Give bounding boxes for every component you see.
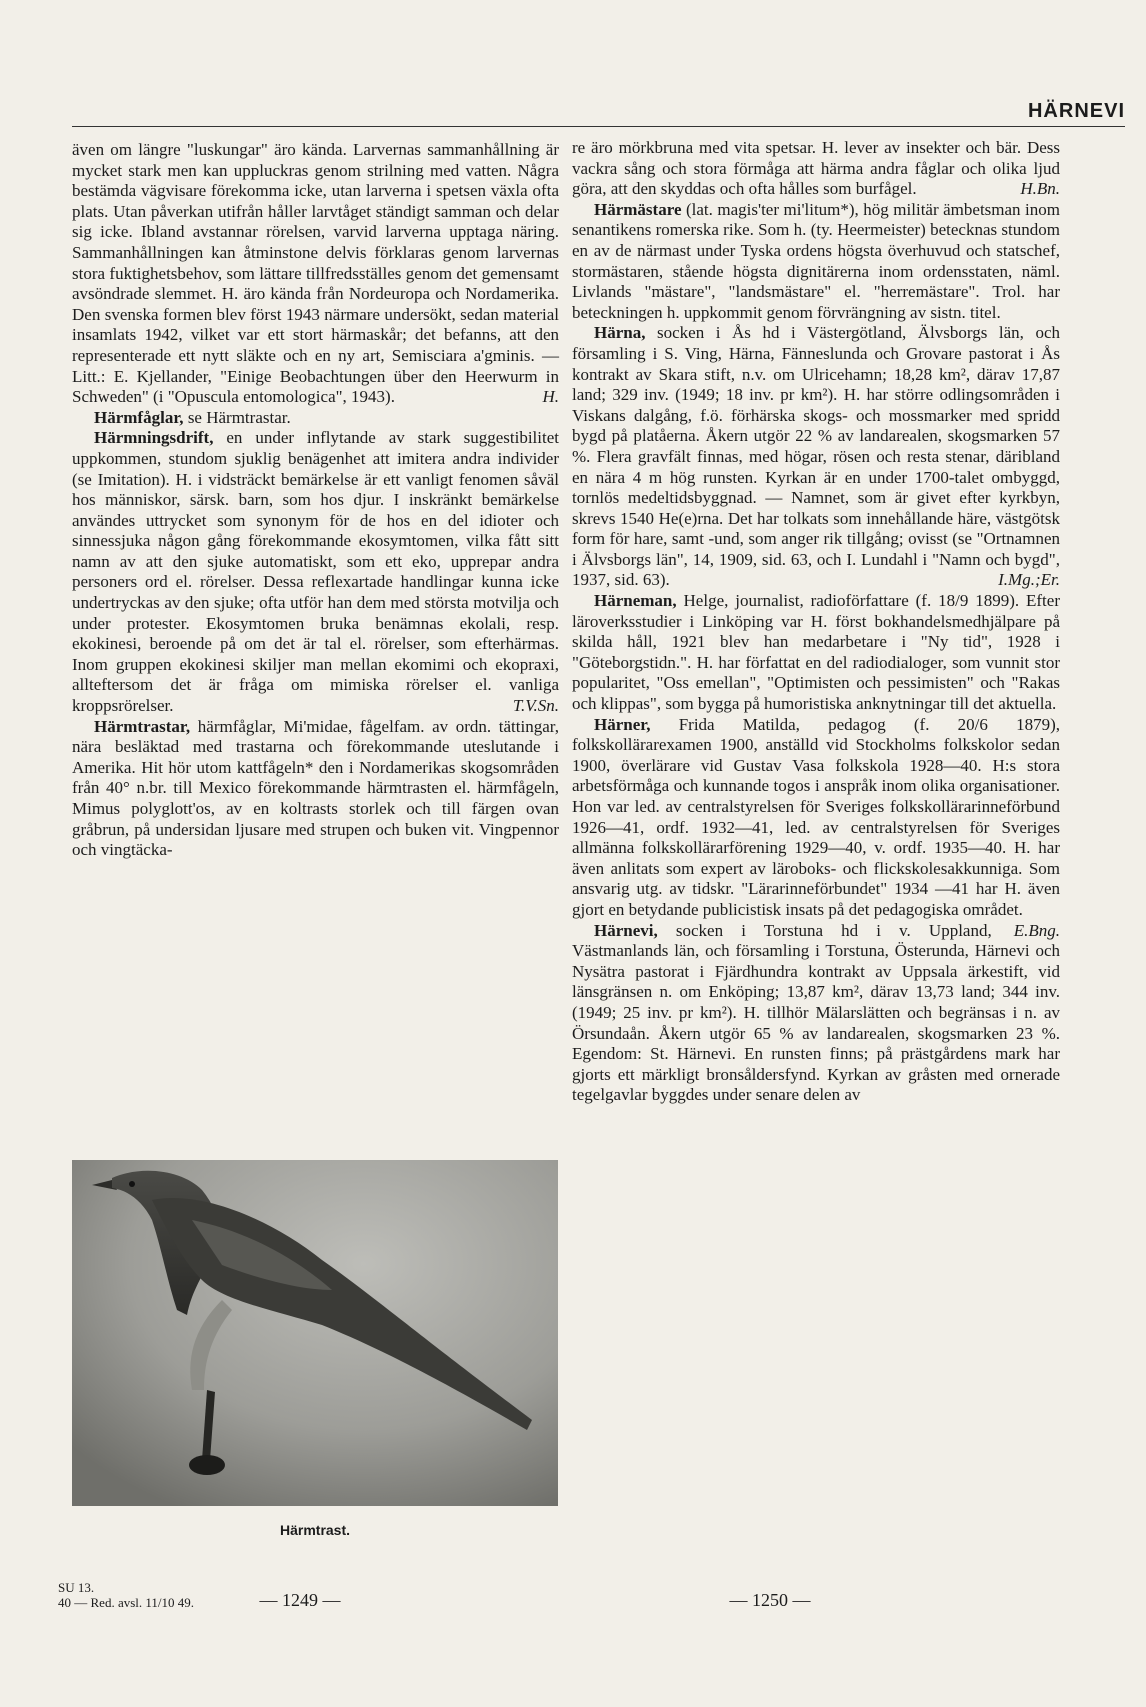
- headword: Härner,: [594, 714, 651, 734]
- article-text: socken i Torstuna hd i v. Uppland, Västmanlands län, och församling i Torstuna, Österunda, Härnevi och Nysätra pastorat i Fjärdhundra kontrakt av Uppsala ärkestift, vid länsgränsen n. om Enköping; 13,87 km², därav 13,73 land; 344 inv. (1949; 25 inv. pr km²). H. tillhör Mälarslätten och begränsas i n. av Örsundaån. Åkern utgör 65 % av landarealen, skogsmarken 23 %. Egendom: St. Härnevi. En runsten finns; på prästgårdens mark har gjorts ett märkligt bronsåldersfynd. Kyrkan av gråsten med ornerade tegelgavlar byggdes under senare delen av: [572, 920, 1060, 1105]
- running-head: HÄRNEVI: [1027, 100, 1125, 122]
- article-text: se Härmtrastar.: [183, 407, 291, 427]
- article-continuation: [72, 140, 559, 408]
- headword: Härneman,: [594, 591, 677, 611]
- headword: Härna,: [594, 323, 646, 343]
- headword: Härmästare: [594, 199, 682, 219]
- author-signature: H.Bn.: [1020, 179, 1060, 199]
- headword: Härmningsdrift,: [94, 428, 214, 448]
- article-entry: [72, 408, 559, 429]
- author-signature: T.V.Sn.: [512, 696, 559, 716]
- article-text: socken i Ås hd i Västergötland, Älvsborgs län, och församling i S. Ving, Härna, Fänneslunda och Grovare pastorat i Ås kontrakt av Skara stift, n.v. om Ulricehamn; 18,28 km², därav 17,87 land; 329 inv. (1949; 18 inv. pr km²). H. har större odlingsområden i Viskans dalgång, f.ö. förhärska skogs- och mossmarker med spridd bygd på platåerna. Åkern utgör 22 % av landarealen, skogsmarken 57 %. Flera gravfält finnas, med högar, rösen och resta stenar, däribland en nära 4 m hög runsten. Kyrkan är en under 1700-talet ombyggd, tornlös medeltidsbyggnad. — Namnet, som är givet efter kyrkbyn, skrevs 1540 He(e)rna. Det har tolkats som innehållande häre, västgötsk form för hare, samt -und, som anger rik tillgång; ovisst (se "Ortnamnen i Älvsborgs län", 14, 1909, sid. 63, och I. Lundahl i "Namn och bygd", 1937, sid. 63).: [572, 323, 1060, 590]
- page-number-right: — 1250 —: [729, 1590, 811, 1610]
- right-column: [572, 138, 1060, 1106]
- author-signature: H.: [542, 387, 559, 407]
- bird-photo: [72, 1160, 558, 1506]
- article-text: re äro mörkbruna med vita spetsar. H. lever av insekter och bär. Dess vackra sång och stora förmåga att härma andra fåglar och olika ljud göra, att den skyddas och ofta hålles som burfågel.: [572, 138, 1060, 199]
- article-continuation: [572, 138, 1060, 200]
- signature-mark-line: SU 13.: [58, 1580, 95, 1595]
- headword: Härnevi,: [594, 920, 658, 940]
- article-entry: [72, 717, 559, 861]
- author-signature: I.Mg.;Er.: [998, 570, 1060, 590]
- article-entry: [572, 591, 1060, 715]
- left-column: [72, 140, 559, 861]
- page-number-left: — 1249 —: [259, 1590, 341, 1610]
- article-entry: [572, 200, 1060, 324]
- header-rule: [72, 126, 1125, 127]
- article-text: även om längre "luskungar" äro kända. Larvernas sammanhållning är mycket stark men kan uppluckras genom strilning med vatten. Några bestämda vägvisare förekomma icke, utan larverna i spetsen växla ofta plats. Utan påverkan utifrån håller larvtåget ständigt samman och delar sig icke. Ibland avstannar rörelsen, varvid larverna upptaga näring. Sammanhållningen kan åtminstone delvis förklaras genom larvernas stora fuktighetsbehov, som lättare tillfredsställes genom det gemensamt avsöndrade slemmet. H. äro kända från Nordeuropa och Nordamerika. Den svenska formen blev först 1943 närmare undersökt, sedan material insamlats 1942, vilket var ett stort härmaskår; det befanns, att den representerade ett nytt släkte och en ny art, Semisciara a'gminis. — Litt.: E. Kjellander, "Einige Beobachtungen über den Heerwurm in Schweden" (i "Opuscula entomologica", 1943).: [72, 140, 559, 407]
- article-text: härmfåglar, Mi'midae, fågelfam. av ordn. tättingar, nära besläktad med trastarna och förekommande uteslutande i Amerika. Hit hör utom kattfågeln* den i Nordamerikas skogsområden från 40° n.br. till Mexico förekommande härmtrasten el. härmfågeln, Mimus polyglott'os, av en koltrasts storlek och till färgen ovan gråbrun, på undersidan ljusare med strupen och buken vit. Vingpennor och vingtäcka-: [72, 716, 559, 860]
- headword: Härmtrastar,: [94, 716, 191, 736]
- article-text: Helge, journalist, radioförfattare (f. 18/9 1899). Efter läroverksstudier i Linköping var H. först bokhandelsmedhjälpare på skilda håll, 1921 blev han medarbetare i "Ny tid", 1928 i "Göteborgstidn.". H. har författat en del radiodialoger, som vunnit stor popularitet, "Oss emellan", "Optimisten och pessimisten" och "Rakas och klippas", som bygga på humoristiska anknytningar till det aktuella.: [572, 591, 1060, 714]
- article-text: Frida Matilda, pedagog (f. 20/6 1879), folkskollärarexamen 1900, anställd vid Stockholms folkskolor sedan 1900, överlärare vid Gustav Vasa folkskola 1928—40. H:s stora arbetsförmåga och kunnande togos i anspråk inom olika organisationer. Hon var led. av centralstyrelsen för Sveriges folkskollärarinneförbund 1926—41, ordf. 1932—41, led. av centralstyrelsen för Sveriges allmänna folkskollärarförening 1929—40, v. ordf. 1935—40. H. har även anlitats som expert av läroboks- och flickskolesakkunniga. Som ansvarig utg. av tidskr. "Lärarinneförbundet" 1934 —41 har H. även gjort en betydande publicistisk insats på det pedagogiska området.: [572, 714, 1060, 919]
- article-entry: [72, 428, 559, 716]
- article-entry: [572, 921, 1060, 1106]
- signature-mark: [58, 1580, 194, 1610]
- author-signature: E.Bng.: [1013, 920, 1060, 940]
- article-text: en under inflytande av stark suggestibilitet uppkommen, stundom sjuklig benägenhet att imitera andra individer (se Imitation). H. i vidsträckt bemärkelse är ett vanligt fenomen såväl hos människor, särsk. barn, som hos djur. I inskränkt bemärkelse användes uttrycket som synonym för de hos en del idioter och sinnessjuka någon gång förekommande ekosymtomen, vilka fått sitt namn av att den sjuke automatiskt, som ett eko, upprepar andra personers ord el. rörelser. Dessa reflexartade handlingar kunna icke undertryckas av den sjuke; ofta utför han dem med största motvilja och under protester. Ekosymtomen bruka benämnas ekolali, resp. ekokinesi, beroende på om det är tal el. rörelser, som efterhärmas. Inom gruppen ekokinesi skiljer man mellan ekomimi och ekopraxi, allteftersom det är fråga om mimiska rörelser el. vanliga kroppsrörelser.: [72, 428, 559, 716]
- article-entry: [572, 323, 1060, 591]
- signature-mark-line: 40 — Red. avsl. 11/10 49.: [58, 1595, 195, 1610]
- headword: Härmfåglar,: [94, 407, 184, 427]
- article-text: (lat. magis'ter mi'litum*), hög militär ämbetsman inom senantikens romerska rike. Som h. (ty. Heermeister) betecknas stundom en av de närmast under Tyska ordens högsta överhuvud och statschef, stormästaren, stående högsta dignitärerna inom ordensstaten, näml. Livlands "mästare", "landsmästare" el. "herremästare". Trol. har beteckningen h. uppkommit genom förvrängning av sistn. titel.: [572, 199, 1060, 322]
- figure-caption: Härmtrast.: [279, 1522, 351, 1538]
